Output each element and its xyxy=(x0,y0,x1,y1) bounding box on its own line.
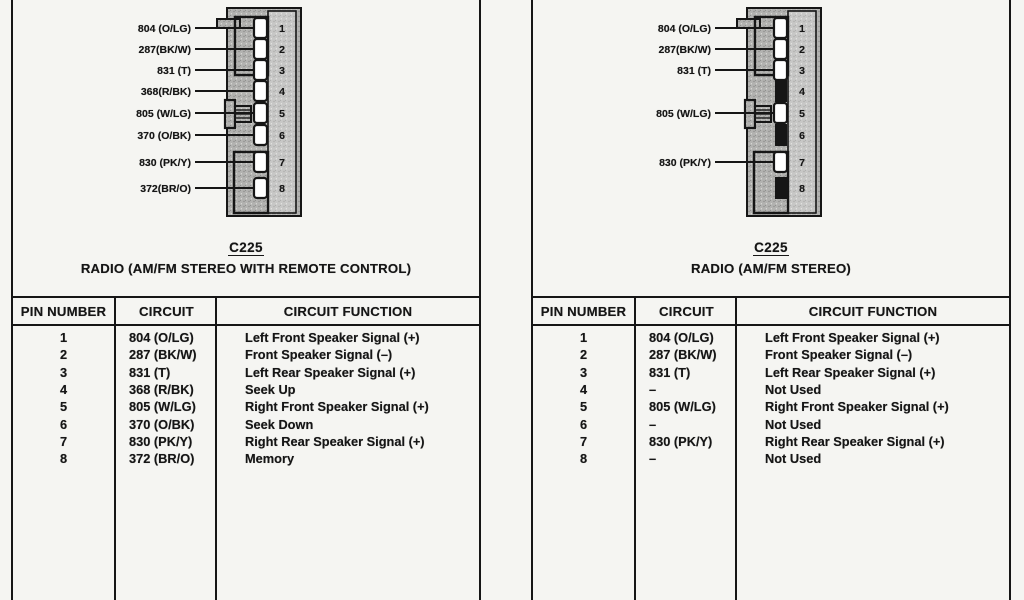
panel-radio-stereo xyxy=(531,0,1011,600)
table-row xyxy=(533,398,1009,415)
wire-label: 804 (O/LG) xyxy=(657,22,711,35)
circuit-function-cell: Front Speaker Signal (–) xyxy=(765,347,913,363)
pin-number-cell: 1 xyxy=(579,330,588,346)
pin-number-cell: 7 xyxy=(59,433,68,449)
wire-label: 805 (W/LG) xyxy=(136,107,191,120)
connector-id-text: C225 xyxy=(754,240,788,255)
wire-label: 372(BR/O) xyxy=(140,182,191,195)
column-divider xyxy=(215,298,217,600)
wire-label: 831 (T) xyxy=(157,64,191,77)
circuit-function-cell: Left Front Speaker Signal (+) xyxy=(245,330,420,346)
connector-title: RADIO (AM/FM STEREO) xyxy=(690,261,852,276)
panel-radio-with-remote-control xyxy=(11,0,481,600)
table-row xyxy=(13,433,479,450)
pin-number-cell: 8 xyxy=(579,451,588,467)
connector-id xyxy=(13,240,479,255)
circuit-function-cell: Left Rear Speaker Signal (+) xyxy=(245,364,416,380)
pin-slot xyxy=(774,103,787,123)
header-pin-number: PIN NUMBER xyxy=(20,303,107,319)
circuit-cell: 831 (T) xyxy=(129,364,171,380)
circuit-function-cell: Right Front Speaker Signal (+) xyxy=(245,399,429,415)
circuit-cell: 372 (BR/O) xyxy=(129,451,195,467)
pin-number-cell: 4 xyxy=(579,382,588,398)
circuit-cell: 805 (W/LG) xyxy=(649,399,716,415)
pin-number-cell: 8 xyxy=(59,451,68,467)
pin-slot xyxy=(254,125,267,145)
wire-label: 368(R/BK) xyxy=(140,85,191,98)
pin-table xyxy=(533,296,1009,600)
table-row xyxy=(533,381,1009,398)
pin-number: 5 xyxy=(279,107,285,120)
connector-title: RADIO (AM/FM STEREO WITH REMOTE CONTROL) xyxy=(80,261,412,276)
pin-slot xyxy=(774,60,787,80)
wire-label: 804 (O/LG) xyxy=(137,22,191,35)
table-row xyxy=(13,329,479,346)
table-row xyxy=(13,364,479,381)
pin-number-cell: 2 xyxy=(579,347,588,363)
wire-label: 287(BK/W) xyxy=(658,43,711,56)
pin-number: 6 xyxy=(279,129,285,142)
pin-number: 8 xyxy=(799,182,805,195)
c225-connector-drawing xyxy=(533,5,833,220)
header-circuit: CIRCUIT xyxy=(139,303,194,319)
pin-number: 3 xyxy=(799,64,805,77)
pin-number-cell: 5 xyxy=(59,399,68,415)
circuit-function-cell: Right Rear Speaker Signal (+) xyxy=(245,433,425,449)
pin-number-cell: 4 xyxy=(59,382,68,398)
pin-number: 1 xyxy=(279,22,285,35)
table-row xyxy=(13,398,479,415)
table-row xyxy=(533,415,1009,432)
top-tab xyxy=(737,19,760,28)
header-circuit: CIRCUIT xyxy=(659,303,714,319)
pin-number: 4 xyxy=(279,85,285,98)
pin-blocked xyxy=(775,124,787,146)
wire-label: 830 (PK/Y) xyxy=(139,156,191,169)
header-pin-number: PIN NUMBER xyxy=(540,303,627,319)
wire-label: 831 (T) xyxy=(677,64,711,77)
circuit-function-cell: Left Rear Speaker Signal (+) xyxy=(765,364,936,380)
pin-number-cell: 7 xyxy=(579,433,588,449)
wire-label: 370 (O/BK) xyxy=(137,129,191,142)
circuit-cell: 368 (R/BK) xyxy=(129,382,194,398)
table-row xyxy=(13,346,479,363)
pin-number-cell: 6 xyxy=(59,416,68,432)
pin-number: 3 xyxy=(279,64,285,77)
circuit-function-cell: Seek Up xyxy=(245,382,296,398)
wire-label: 805 (W/LG) xyxy=(656,107,711,120)
pin-slot xyxy=(254,18,267,38)
pin-number-cell: 2 xyxy=(59,347,68,363)
circuit-function-cell: Right Front Speaker Signal (+) xyxy=(765,399,949,415)
pin-slot xyxy=(774,18,787,38)
header-circuit-function: CIRCUIT FUNCTION xyxy=(283,303,413,319)
table-header-row xyxy=(533,298,1009,326)
circuit-cell: – xyxy=(649,382,657,398)
pin-number: 7 xyxy=(799,156,805,169)
pin-number: 2 xyxy=(279,43,285,56)
wire-label: 287(BK/W) xyxy=(138,43,191,56)
column-divider xyxy=(634,298,636,600)
pin-number: 7 xyxy=(279,156,285,169)
pin-slot xyxy=(254,60,267,80)
top-tab xyxy=(217,19,240,28)
table-row xyxy=(13,450,479,467)
pin-number: 6 xyxy=(799,129,805,142)
pin-number: 4 xyxy=(799,85,805,98)
circuit-cell: 830 (PK/Y) xyxy=(129,433,193,449)
circuit-function-cell: Right Rear Speaker Signal (+) xyxy=(765,433,945,449)
circuit-cell: 805 (W/LG) xyxy=(129,399,196,415)
pin-slot xyxy=(254,103,267,123)
column-divider xyxy=(735,298,737,600)
pin-slot xyxy=(254,152,267,172)
table-body xyxy=(533,326,1009,467)
circuit-cell: – xyxy=(649,416,657,432)
table-row xyxy=(533,346,1009,363)
table-row xyxy=(533,329,1009,346)
connector-id xyxy=(533,240,1009,255)
pin-blocked xyxy=(775,177,787,199)
column-divider xyxy=(114,298,116,600)
circuit-function-cell: Not Used xyxy=(765,382,822,398)
pin-slot xyxy=(254,39,267,59)
c225-connector-drawing xyxy=(13,5,313,220)
pin-number-cell: 6 xyxy=(579,416,588,432)
table-row xyxy=(533,433,1009,450)
table-row xyxy=(13,415,479,432)
circuit-cell: 804 (O/LG) xyxy=(649,330,714,346)
pin-table xyxy=(13,296,479,600)
circuit-cell: 830 (PK/Y) xyxy=(649,433,713,449)
circuit-cell: 287 (BK/W) xyxy=(129,347,197,363)
pin-number: 2 xyxy=(799,43,805,56)
pin-blocked xyxy=(775,80,787,102)
circuit-function-cell: Front Speaker Signal (–) xyxy=(245,347,393,363)
pin-number-cell: 1 xyxy=(59,330,68,346)
pin-number: 8 xyxy=(279,182,285,195)
pin-number-cell: 3 xyxy=(579,364,588,380)
pin-number: 1 xyxy=(799,22,805,35)
pin-number: 5 xyxy=(799,107,805,120)
pin-slot xyxy=(254,178,267,198)
wire-label: 830 (PK/Y) xyxy=(659,156,711,169)
table-row xyxy=(533,364,1009,381)
circuit-cell: – xyxy=(649,451,657,467)
table-header-row xyxy=(13,298,479,326)
header-circuit-function: CIRCUIT FUNCTION xyxy=(808,303,938,319)
pin-number-cell: 5 xyxy=(579,399,588,415)
connector-id-text: C225 xyxy=(229,240,263,255)
circuit-function-cell: Not Used xyxy=(765,451,822,467)
circuit-cell: 287 (BK/W) xyxy=(649,347,717,363)
pin-number-cell: 3 xyxy=(59,364,68,380)
table-body xyxy=(13,326,479,467)
circuit-function-cell: Left Front Speaker Signal (+) xyxy=(765,330,940,346)
table-row xyxy=(13,381,479,398)
pin-slot xyxy=(774,39,787,59)
circuit-function-cell: Seek Down xyxy=(245,416,314,432)
circuit-function-cell: Memory xyxy=(245,451,295,467)
pin-slot xyxy=(254,81,267,101)
pin-slot xyxy=(774,152,787,172)
circuit-cell: 831 (T) xyxy=(649,364,691,380)
circuit-cell: 370 (O/BK) xyxy=(129,416,195,432)
circuit-function-cell: Not Used xyxy=(765,416,822,432)
table-row xyxy=(533,450,1009,467)
circuit-cell: 804 (O/LG) xyxy=(129,330,194,346)
